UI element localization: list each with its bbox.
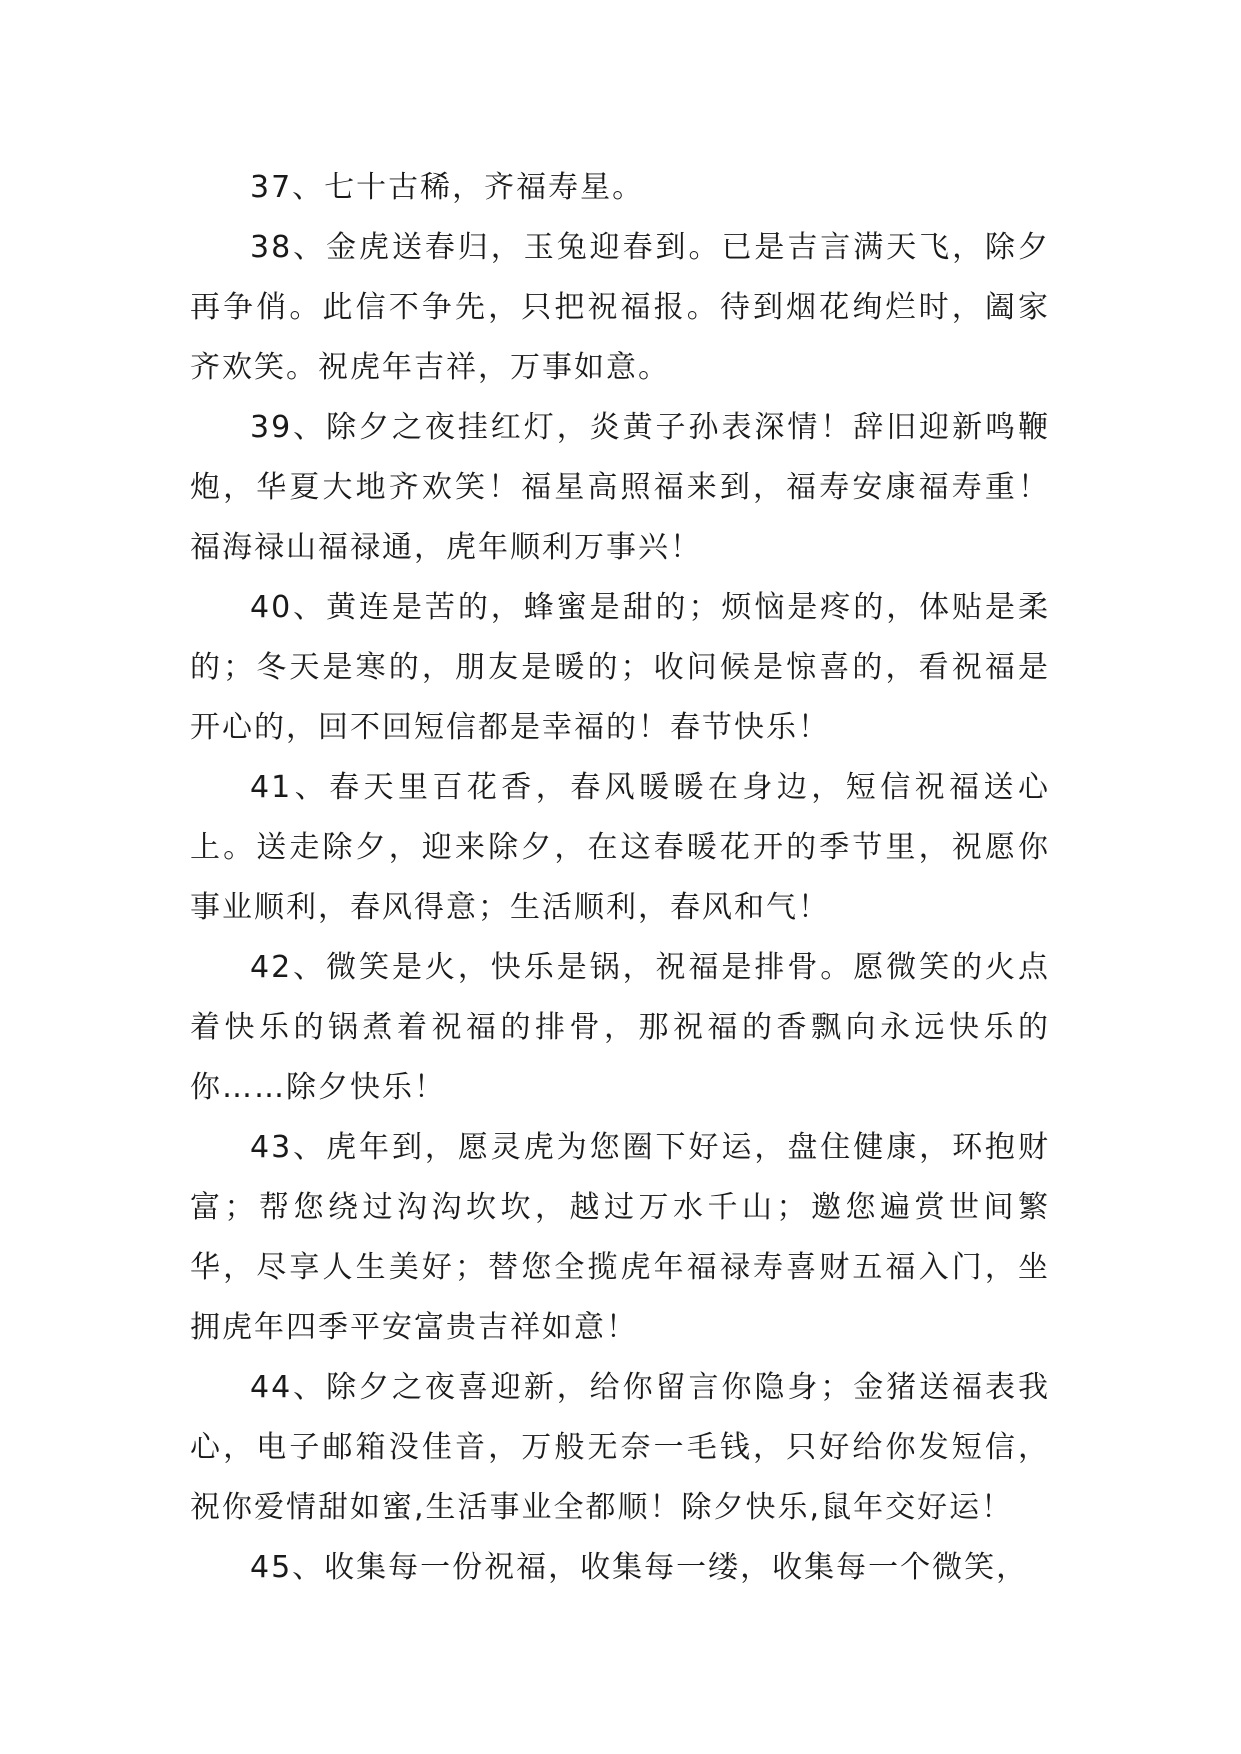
paragraph-42: 42、微笑是火，快乐是锅，祝福是排骨。愿微笑的火点着快乐的锅煮着祝福的排骨，那祝福的香飘向永远快乐的你……除夕快乐！: [190, 950, 1050, 1105]
paragraph-38: 38、金虎送春归，玉兔迎春到。已是吉言满天飞，除夕再争俏。此信不争先，只把祝福报。待到烟花绚烂时，阖家齐欢笑。祝虎年吉祥，万事如意。: [190, 230, 1050, 385]
paragraph-37: 37、七十古稀，齐福寿星。: [250, 170, 645, 205]
paragraph-45: 45、收集每一份祝福，收集每一缕，收集每一个微笑，: [250, 1550, 1029, 1585]
paragraph-41: 41、春天里百花香，春风暖暖在身边，短信祝福送心上。送走除夕，迎来除夕，在这春暖花开的季节里，祝愿你事业顺利，春风得意；生活顺利，春风和气！: [190, 770, 1050, 925]
document-body: [190, 158, 1050, 1598]
paragraph-39: 39、除夕之夜挂红灯，炎黄子孙表深情！辞旧迎新鸣鞭炮，华夏大地齐欢笑！福星高照福来到，福寿安康福寿重！福海禄山福禄通，虎年顺利万事兴！: [190, 410, 1050, 565]
paragraph-40: 40、黄连是苦的，蜂蜜是甜的；烦恼是疼的，体贴是柔的；冬天是寒的，朋友是暖的；收问候是惊喜的，看祝福是开心的，回不回短信都是幸福的！春节快乐！: [190, 590, 1050, 745]
paragraph-43: 43、虎年到，愿灵虎为您圈下好运，盘住健康，环抱财富；帮您绕过沟沟坎坎，越过万水千山；邀您遍赏世间繁华，尽享人生美好；替您全揽虎年福禄寿喜财五福入门，坐拥虎年四季平安富贵吉祥如意！: [190, 1130, 1050, 1345]
paragraph-44: 44、除夕之夜喜迎新，给你留言你隐身；金猪送福表我心，电子邮箱没佳音，万般无奈一毛钱，只好给你发短信，祝你爱情甜如蜜,生活事业全都顺！除夕快乐,鼠年交好运！: [190, 1370, 1050, 1525]
